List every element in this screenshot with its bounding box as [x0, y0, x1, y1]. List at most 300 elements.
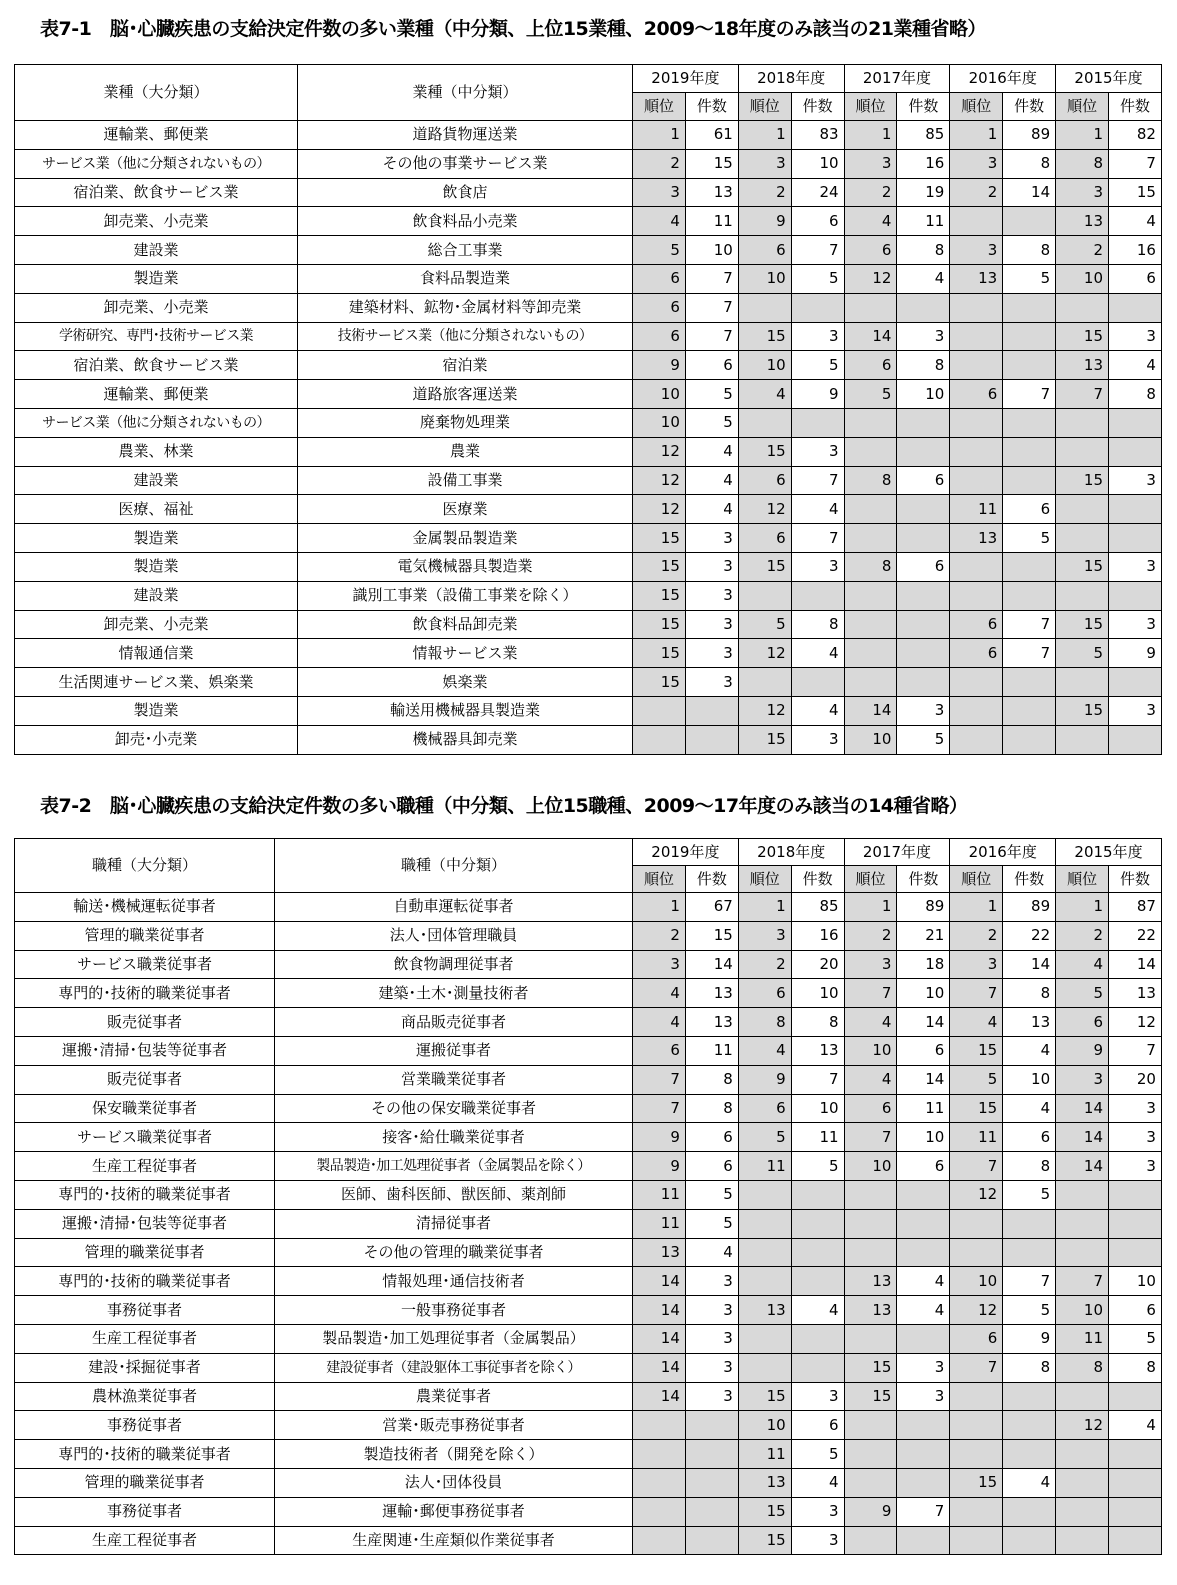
- count-cell: 4: [685, 466, 738, 495]
- count-cell: 3: [685, 1296, 738, 1325]
- rank-cell: 4: [633, 207, 686, 236]
- rank-cell: [844, 293, 897, 322]
- table-row: [15, 1094, 1162, 1123]
- rank-cell: 3: [1056, 178, 1109, 207]
- rank-cell: [950, 466, 1003, 495]
- rank-cell: 6: [738, 236, 791, 265]
- rank-cell: 9: [738, 1065, 791, 1094]
- rank-cell: 12: [950, 1180, 1003, 1209]
- count-cell: 8: [1003, 149, 1056, 178]
- count-cell: 5: [1003, 264, 1056, 293]
- count-cell: [791, 1238, 844, 1267]
- minor-category-cell: 建築材料、鉱物･金属材料等卸売業: [298, 293, 633, 322]
- count-cell: [1003, 1526, 1056, 1555]
- rank-cell: 8: [1056, 149, 1109, 178]
- count-cell: [1003, 1209, 1056, 1238]
- major-category-cell: 生活関連サービス業、娯楽業: [15, 668, 298, 697]
- year-header: 2015年度: [1056, 839, 1162, 866]
- rank-cell: 6: [844, 351, 897, 380]
- minor-category-cell: その他の事業サービス業: [298, 149, 633, 178]
- count-cell: 19: [897, 178, 950, 207]
- rank-header: 順位: [633, 93, 686, 121]
- count-cell: 7: [791, 524, 844, 553]
- minor-category-cell: 金属製品製造業: [298, 524, 633, 553]
- count-cell: [685, 1497, 738, 1526]
- count-cell: 6: [897, 552, 950, 581]
- count-cell: [897, 1238, 950, 1267]
- major-category-cell: 管理的職業従事者: [15, 1468, 275, 1497]
- rank-cell: [1056, 524, 1109, 553]
- count-cell: 9: [791, 380, 844, 409]
- count-cell: 6: [1003, 495, 1056, 524]
- major-category-cell: 農業、林業: [15, 437, 298, 466]
- count-cell: 6: [685, 1152, 738, 1181]
- rank-cell: 3: [950, 950, 1003, 979]
- rank-cell: 14: [844, 696, 897, 725]
- count-cell: 10: [791, 979, 844, 1008]
- minor-category-cell: 製品製造･加工処理従事者（金属製品）: [275, 1324, 633, 1353]
- count-cell: [685, 696, 738, 725]
- minor-category-cell: 営業･販売事務従事者: [275, 1411, 633, 1440]
- count-cell: [897, 1440, 950, 1469]
- table-row: [15, 552, 1162, 581]
- count-cell: [1003, 466, 1056, 495]
- rank-cell: 10: [633, 380, 686, 409]
- rank-cell: [844, 610, 897, 639]
- rank-cell: 6: [738, 1094, 791, 1123]
- table-row: [15, 668, 1162, 697]
- rank-cell: 1: [950, 121, 1003, 150]
- rank-cell: [633, 1468, 686, 1497]
- major-category-cell: 販売従事者: [15, 1065, 275, 1094]
- rank-cell: 15: [738, 725, 791, 754]
- count-cell: 7: [1109, 1036, 1162, 1065]
- rank-cell: [950, 408, 1003, 437]
- count-cell: 8: [1109, 380, 1162, 409]
- count-cell: 11: [897, 1094, 950, 1123]
- rank-header: 順位: [950, 93, 1003, 121]
- header-row-years: [15, 839, 1162, 866]
- count-cell: 85: [897, 121, 950, 150]
- rank-cell: 7: [633, 1065, 686, 1094]
- count-cell: 9: [1003, 1324, 1056, 1353]
- rank-cell: 9: [633, 1152, 686, 1181]
- count-cell: 11: [685, 207, 738, 236]
- rank-cell: 7: [844, 979, 897, 1008]
- rank-cell: 1: [844, 893, 897, 922]
- minor-category-cell: 情報処理･通信技術者: [275, 1267, 633, 1296]
- rank-cell: 13: [1056, 207, 1109, 236]
- rank-cell: [950, 322, 1003, 351]
- count-cell: 3: [685, 1353, 738, 1382]
- rank-cell: 10: [1056, 264, 1109, 293]
- minor-category-cell: 道路旅客運送業: [298, 380, 633, 409]
- rank-cell: 13: [844, 1296, 897, 1325]
- count-cell: [1003, 1411, 1056, 1440]
- rank-cell: 2: [1056, 236, 1109, 265]
- major-category-cell: 農林漁業従事者: [15, 1382, 275, 1411]
- count-cell: [791, 1353, 844, 1382]
- count-cell: 3: [897, 696, 950, 725]
- major-category-cell: 事務従事者: [15, 1411, 275, 1440]
- minor-category-header: 職種（中分類）: [275, 839, 633, 893]
- count-cell: 13: [685, 178, 738, 207]
- count-cell: 3: [1109, 1094, 1162, 1123]
- rank-cell: 11: [633, 1180, 686, 1209]
- rank-cell: 1: [844, 121, 897, 150]
- count-cell: 4: [1109, 207, 1162, 236]
- rank-cell: [1056, 1526, 1109, 1555]
- rank-cell: 15: [950, 1468, 1003, 1497]
- minor-category-cell: 製造技術者（開発を除く）: [275, 1440, 633, 1469]
- count-cell: [791, 1324, 844, 1353]
- rank-cell: [1056, 1497, 1109, 1526]
- minor-category-cell: 接客･給仕職業従事者: [275, 1123, 633, 1152]
- rank-cell: [844, 581, 897, 610]
- rank-cell: 4: [633, 1008, 686, 1037]
- minor-category-cell: 電気機械器具製造業: [298, 552, 633, 581]
- count-cell: 20: [1109, 1065, 1162, 1094]
- rank-cell: [950, 581, 1003, 610]
- count-cell: [1003, 1238, 1056, 1267]
- count-cell: 6: [791, 1411, 844, 1440]
- count-cell: 7: [685, 322, 738, 351]
- rank-cell: 5: [1056, 639, 1109, 668]
- count-cell: [1109, 581, 1162, 610]
- major-category-cell: サービス業（他に分類されないもの）: [15, 149, 298, 178]
- count-cell: 5: [1003, 524, 1056, 553]
- count-cell: 3: [685, 610, 738, 639]
- minor-category-cell: 宿泊業: [298, 351, 633, 380]
- rank-cell: [1056, 1238, 1109, 1267]
- major-category-cell: 販売従事者: [15, 1008, 275, 1037]
- major-category-header: 職種（大分類）: [15, 839, 275, 893]
- rank-cell: 12: [633, 437, 686, 466]
- rank-cell: [1056, 1382, 1109, 1411]
- major-category-cell: 学術研究、専門･技術サービス業: [15, 322, 298, 351]
- rank-cell: 8: [844, 552, 897, 581]
- count-cell: 4: [1003, 1036, 1056, 1065]
- table-row: [15, 1324, 1162, 1353]
- rank-cell: 14: [1056, 1094, 1109, 1123]
- table-row: [15, 322, 1162, 351]
- count-cell: [897, 495, 950, 524]
- count-cell: 3: [791, 725, 844, 754]
- count-cell: [1109, 1526, 1162, 1555]
- rank-cell: [738, 1209, 791, 1238]
- rank-cell: 15: [633, 581, 686, 610]
- count-cell: 89: [1003, 121, 1056, 150]
- table-row: [15, 264, 1162, 293]
- count-cell: 7: [791, 236, 844, 265]
- table-row: [15, 1180, 1162, 1209]
- rank-cell: 10: [738, 1411, 791, 1440]
- count-cell: [1003, 1497, 1056, 1526]
- count-cell: 85: [791, 893, 844, 922]
- rank-cell: [738, 408, 791, 437]
- count-cell: [1109, 408, 1162, 437]
- rank-cell: 1: [1056, 121, 1109, 150]
- rank-cell: 6: [950, 610, 1003, 639]
- count-cell: 5: [1109, 1324, 1162, 1353]
- count-cell: 3: [1109, 322, 1162, 351]
- count-cell: 4: [1003, 1094, 1056, 1123]
- rank-cell: 15: [738, 437, 791, 466]
- count-cell: 4: [897, 1296, 950, 1325]
- rank-header: 順位: [1056, 866, 1109, 893]
- count-cell: 89: [1003, 893, 1056, 922]
- count-cell: 5: [791, 264, 844, 293]
- count-cell: 3: [1109, 1123, 1162, 1152]
- count-cell: 10: [897, 1123, 950, 1152]
- count-cell: [685, 1526, 738, 1555]
- count-cell: [791, 1180, 844, 1209]
- count-cell: 6: [791, 207, 844, 236]
- rank-cell: [738, 668, 791, 697]
- rank-cell: [738, 1238, 791, 1267]
- table-row: [15, 1036, 1162, 1065]
- header-row-years: [15, 65, 1162, 93]
- minor-category-cell: 製品製造･加工処理従事者（金属製品を除く）: [275, 1152, 633, 1181]
- count-cell: 3: [897, 1353, 950, 1382]
- rank-cell: [1056, 495, 1109, 524]
- count-cell: 6: [1003, 1123, 1056, 1152]
- rank-header: 順位: [633, 866, 686, 893]
- count-cell: [1109, 437, 1162, 466]
- count-cell: [897, 1411, 950, 1440]
- count-cell: 82: [1109, 121, 1162, 150]
- rank-cell: [1056, 725, 1109, 754]
- count-cell: [685, 1440, 738, 1469]
- rank-cell: 12: [633, 495, 686, 524]
- count-cell: 5: [1003, 1180, 1056, 1209]
- count-cell: 61: [685, 121, 738, 150]
- minor-category-cell: 法人･団体管理職員: [275, 921, 633, 950]
- count-cell: 8: [1003, 1152, 1056, 1181]
- count-cell: 3: [685, 552, 738, 581]
- rank-cell: [950, 725, 1003, 754]
- rank-cell: 5: [633, 236, 686, 265]
- rank-cell: 12: [950, 1296, 1003, 1325]
- rank-cell: 15: [738, 1526, 791, 1555]
- major-category-cell: 卸売業、小売業: [15, 207, 298, 236]
- count-cell: [791, 1209, 844, 1238]
- rank-cell: [844, 1526, 897, 1555]
- count-cell: 5: [791, 351, 844, 380]
- rank-cell: 1: [950, 893, 1003, 922]
- count-cell: 4: [791, 639, 844, 668]
- table2-title: 表7-2 脳･心臓疾患の支給決定件数の多い職種（中分類、上位15職種、2009～17年度のみ該当の14種省略）: [40, 795, 968, 817]
- rank-cell: 2: [950, 178, 1003, 207]
- minor-category-cell: 道路貨物運送業: [298, 121, 633, 150]
- count-cell: 7: [1109, 149, 1162, 178]
- rank-cell: [1056, 1180, 1109, 1209]
- rank-cell: 4: [633, 979, 686, 1008]
- major-category-cell: 卸売･小売業: [15, 725, 298, 754]
- rank-header: 順位: [950, 866, 1003, 893]
- count-cell: 5: [791, 1440, 844, 1469]
- count-cell: [897, 668, 950, 697]
- rank-cell: [950, 1440, 1003, 1469]
- rank-cell: [844, 437, 897, 466]
- table-row: [15, 1238, 1162, 1267]
- count-cell: 8: [791, 610, 844, 639]
- table-row: [15, 408, 1162, 437]
- rank-cell: 6: [738, 466, 791, 495]
- count-cell: 7: [1003, 1267, 1056, 1296]
- rank-cell: [950, 1411, 1003, 1440]
- count-cell: 3: [897, 322, 950, 351]
- table-row: [15, 1267, 1162, 1296]
- major-category-cell: 専門的･技術的職業従事者: [15, 1440, 275, 1469]
- rank-cell: [1056, 581, 1109, 610]
- minor-category-cell: 飲食店: [298, 178, 633, 207]
- count-cell: 4: [685, 1238, 738, 1267]
- count-cell: 3: [791, 322, 844, 351]
- count-cell: 6: [1109, 264, 1162, 293]
- count-cell: 5: [791, 1152, 844, 1181]
- minor-category-cell: 生産関連･生産類似作業従事者: [275, 1526, 633, 1555]
- rank-cell: 3: [738, 149, 791, 178]
- rank-cell: 1: [1056, 893, 1109, 922]
- minor-category-cell: 農業従事者: [275, 1382, 633, 1411]
- minor-category-cell: 機械器具卸売業: [298, 725, 633, 754]
- count-header: 件数: [791, 93, 844, 121]
- rank-header: 順位: [1056, 93, 1109, 121]
- major-category-cell: 専門的･技術的職業従事者: [15, 1267, 275, 1296]
- major-category-cell: 運輸業、郵便業: [15, 121, 298, 150]
- rank-cell: 3: [633, 178, 686, 207]
- count-cell: 8: [1003, 979, 1056, 1008]
- rank-cell: 6: [844, 236, 897, 265]
- rank-cell: [633, 1440, 686, 1469]
- major-category-cell: 建設業: [15, 466, 298, 495]
- count-header: 件数: [897, 866, 950, 893]
- count-cell: 8: [685, 1094, 738, 1123]
- count-cell: 22: [1003, 921, 1056, 950]
- count-cell: 24: [791, 178, 844, 207]
- rank-cell: 15: [1056, 552, 1109, 581]
- rank-cell: 15: [1056, 610, 1109, 639]
- count-cell: 6: [1109, 1296, 1162, 1325]
- count-cell: 5: [1003, 1296, 1056, 1325]
- count-cell: [897, 610, 950, 639]
- count-cell: 10: [791, 149, 844, 178]
- rank-cell: 4: [738, 380, 791, 409]
- rank-cell: 15: [1056, 466, 1109, 495]
- table-row: [15, 1468, 1162, 1497]
- count-cell: 10: [791, 1094, 844, 1123]
- major-category-cell: 医療、福祉: [15, 495, 298, 524]
- rank-cell: [738, 1267, 791, 1296]
- rank-cell: 11: [738, 1440, 791, 1469]
- rank-cell: 4: [950, 1008, 1003, 1037]
- count-cell: [1109, 725, 1162, 754]
- rank-cell: 5: [738, 1123, 791, 1152]
- rank-cell: 5: [844, 380, 897, 409]
- count-cell: 13: [1109, 979, 1162, 1008]
- rank-cell: [738, 1353, 791, 1382]
- count-cell: 6: [897, 466, 950, 495]
- count-cell: [791, 1267, 844, 1296]
- count-cell: [685, 725, 738, 754]
- count-cell: 4: [1003, 1468, 1056, 1497]
- rank-cell: 4: [738, 1036, 791, 1065]
- count-cell: 4: [685, 437, 738, 466]
- count-cell: 67: [685, 893, 738, 922]
- minor-category-cell: 医療業: [298, 495, 633, 524]
- count-cell: 10: [685, 236, 738, 265]
- rank-cell: [950, 1382, 1003, 1411]
- count-cell: [897, 639, 950, 668]
- count-cell: 4: [791, 495, 844, 524]
- rank-cell: 2: [738, 950, 791, 979]
- rank-cell: 7: [1056, 380, 1109, 409]
- count-cell: 3: [1109, 1152, 1162, 1181]
- rank-cell: 12: [844, 264, 897, 293]
- count-cell: 16: [791, 921, 844, 950]
- rank-cell: 6: [633, 264, 686, 293]
- minor-category-cell: 総合工事業: [298, 236, 633, 265]
- rank-cell: 4: [844, 1008, 897, 1037]
- rank-cell: 3: [844, 950, 897, 979]
- count-cell: 12: [1109, 1008, 1162, 1037]
- minor-category-cell: 医師、歯科医師、獣医師、薬剤師: [275, 1180, 633, 1209]
- count-cell: [1003, 1440, 1056, 1469]
- rank-cell: 8: [738, 1008, 791, 1037]
- count-cell: 18: [897, 950, 950, 979]
- rank-cell: 2: [633, 921, 686, 950]
- count-cell: 3: [1109, 610, 1162, 639]
- year-header: 2019年度: [633, 839, 739, 866]
- table-row: [15, 351, 1162, 380]
- rank-cell: [738, 1180, 791, 1209]
- count-cell: 3: [1109, 552, 1162, 581]
- count-cell: 6: [897, 1036, 950, 1065]
- count-cell: 3: [685, 668, 738, 697]
- minor-category-cell: 飲食物調理従事者: [275, 950, 633, 979]
- major-category-cell: 建設業: [15, 236, 298, 265]
- rank-cell: 1: [633, 121, 686, 150]
- rank-cell: 14: [633, 1267, 686, 1296]
- rank-cell: 9: [1056, 1036, 1109, 1065]
- table-row: [15, 380, 1162, 409]
- major-category-cell: 事務従事者: [15, 1497, 275, 1526]
- rank-cell: [1056, 668, 1109, 697]
- rank-cell: [633, 1411, 686, 1440]
- minor-category-cell: 娯楽業: [298, 668, 633, 697]
- minor-category-cell: 運輸･郵便事務従事者: [275, 1497, 633, 1526]
- rank-cell: [738, 1324, 791, 1353]
- rank-cell: 6: [633, 293, 686, 322]
- rank-cell: 13: [738, 1296, 791, 1325]
- rank-cell: [844, 1324, 897, 1353]
- year-header: 2015年度: [1056, 65, 1162, 93]
- table-row: [15, 495, 1162, 524]
- count-cell: [1109, 524, 1162, 553]
- count-cell: 4: [897, 264, 950, 293]
- rank-cell: 13: [844, 1267, 897, 1296]
- rank-cell: 6: [738, 524, 791, 553]
- rank-cell: [633, 1497, 686, 1526]
- rank-cell: 8: [844, 466, 897, 495]
- count-cell: 14: [897, 1065, 950, 1094]
- count-cell: 11: [897, 207, 950, 236]
- count-cell: 6: [897, 1152, 950, 1181]
- rank-cell: 3: [1056, 1065, 1109, 1094]
- count-cell: 10: [897, 380, 950, 409]
- rank-cell: 7: [950, 1353, 1003, 1382]
